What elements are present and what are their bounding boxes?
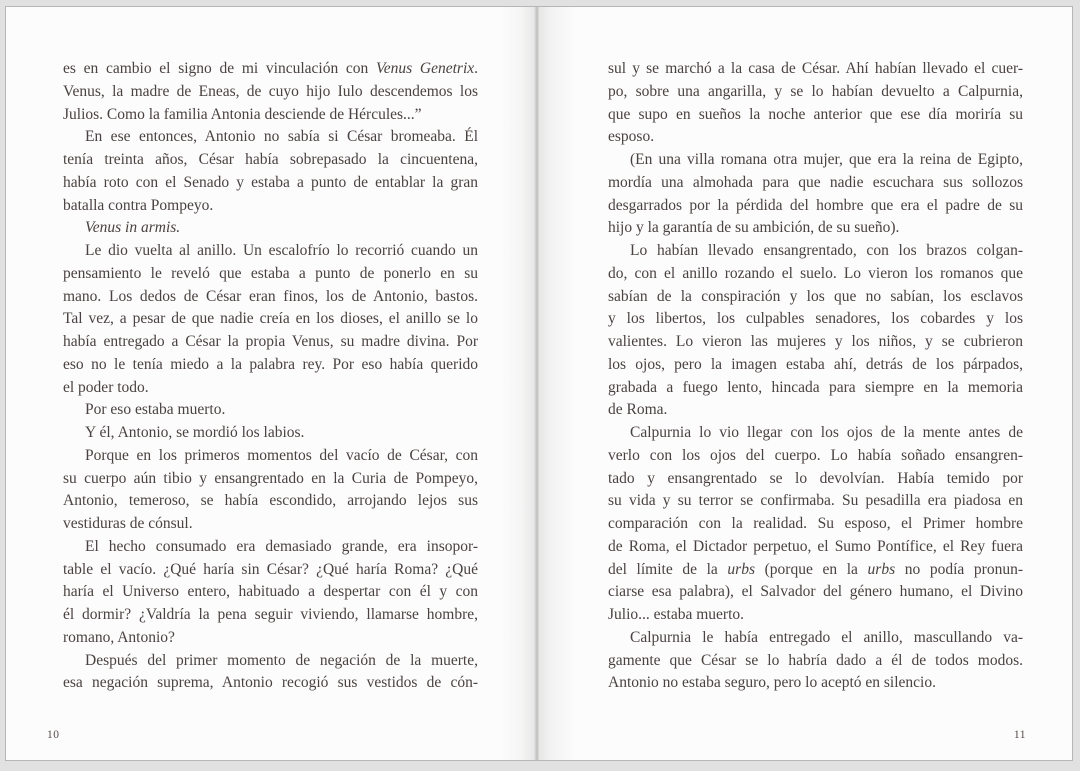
text-line: ciarse esa palabra), el Salvador del género humano, el Divino [608,583,1023,601]
text-line: valientes. Lo vieron las mujeres y los niños, y se cubrieron [608,333,1023,350]
text-line: Después del primer momento de negación de la muerte, [85,651,478,669]
text-line: comparación con la realidad. Su esposo, el Primer hombre [608,515,1023,532]
text-line: Venus in armis. [85,219,181,237]
text-line: sabían de la conspiración y los que no sabían, los esclavos [608,287,1023,305]
text-line: mano. Los dedos de César eran finos, los de Antonio, bastos. [63,287,478,305]
paragraph [63,58,478,126]
page-left-text [63,58,478,695]
text-line: es en cambio el signo de mi vinculación con Venus Genetrix. [63,60,479,77]
text-line: había roto con el Senado y estaba a punto de entablar la gran [63,173,478,191]
text-line: verlo con los ojos del cuerpo. Lo había soñado ensangren- [608,446,1023,464]
paragraph [63,240,478,399]
page-left[interactable] [6,7,539,760]
text-line: su cuerpo aún tibio y ensangrentado en la Curia de Pompeyo, [63,469,478,487]
paragraph [608,240,1023,422]
text-line: Julio... estaba muerto. [608,606,745,623]
paragraph [63,445,478,536]
text-line: Antonio, temeroso, se había escondido, arrojando lejos sus [63,492,478,510]
text-line: po, sobre una angarilla, y se lo habían devuelto a Calpurnia, [608,82,1023,100]
text-line: esposo. [608,128,655,146]
text-line: había entregado a César la propia Venus, su madre divina. Por [63,333,478,350]
text-line: de Roma, el Dictador perpetuo, el Sumo Pontífice, el Rey fuera [608,537,1023,555]
text-line: Tal vez, a pesar de que nadie creía en los dioses, el anillo se lo [63,310,478,328]
text-line: tenía treinta años, César había sobrepasado la cincuentena, [63,151,478,168]
text-line: desgarrados por la pérdida del hombre que era el padre de su [608,196,1023,214]
text-line: Porque en los primeros momentos del vacío de César, con [85,446,478,464]
text-line: Por eso estaba muerto. [85,401,226,419]
text-line: El hecho consumado era demasiado grande, era insopor- [85,537,478,555]
text-line: él dormir? ¿Valdría la pena seguir viviendo, llamarse hombre, [63,606,478,623]
text-line: gamente que César se lo habría dado a él de todos modos. [608,651,1023,669]
page-number-left: 10 [47,729,60,741]
text-line: los ojos, pero la imagen estaba ahí, detrás de los párpados, [608,355,1023,373]
paragraph [63,217,478,240]
text-line: Venus, la madre de Eneas, de cuyo hijo Iulo descendemos los [63,82,478,100]
text-line: sul y se marchó a la casa de César. Ahí habían llevado el cuer- [608,60,1023,77]
book-spread [5,6,1073,761]
text-line: grabada a fuego lento, hincada para siempre en la memoria [608,378,1023,396]
text-line: el poder todo. [63,378,149,396]
page-number-right: 11 [1013,729,1026,741]
text-line: tado y ensangrentado se lo devolvían. Había temido por [608,469,1023,487]
text-line: vestiduras de cónsul. [63,515,193,532]
paragraph [608,422,1023,627]
text-line: mordía una almohada para que nadie escuchara sus sollozos [608,173,1023,191]
paragraph [63,650,478,696]
text-line: En ese entonces, Antonio no sabía si César bromeaba. Él [85,128,478,146]
text-line: (En una villa romana otra mujer, que era la reina de Egipto, [630,151,1023,168]
text-line: pensamiento le reveló que estaba a punto de ponerlo en su [63,264,478,282]
text-line: romano, Antonio? [63,628,175,646]
paragraph [63,422,478,445]
text-line: Calpurnia lo vio llegar con los ojos de la mente antes de [630,424,1023,441]
page-right-text [608,58,1023,695]
text-line: Lo habían llevado ensangrentado, con los brazos colgan- [630,242,1023,259]
text-line: table el vacío. ¿Qué haría sin César? ¿Qué haría Roma? ¿Qué [63,560,478,578]
text-line: de Roma. [608,401,668,419]
paragraph [63,399,478,422]
text-line: eso no le tenía miedo a la palabra rey. Por eso había querido [63,355,478,373]
text-line: del límite de la urbs (porque en la urbs no podía pronun- [608,560,1023,578]
paragraph [608,149,1023,240]
text-line: que supo en sueños la noche anterior que ese día moriría su [608,105,1023,123]
paragraph [608,627,1023,695]
text-line: y los libertos, los culpables senadores, los cobardes y los [608,310,1023,328]
paragraph [608,58,1023,149]
paragraph [63,126,478,217]
text-line: su vida y su terror se confirmaba. Su pesadilla era piadosa en [608,492,1023,510]
text-line: Julios. Como la familia Antonia desciende de Hércules...” [63,105,422,123]
paragraph [63,536,478,650]
text-line: Antonio no estaba seguro, pero lo aceptó en silencio. [608,674,936,692]
text-line: Y él, Antonio, se mordió los labios. [85,424,305,441]
page-right[interactable] [539,7,1072,760]
text-line: Calpurnia le había entregado el anillo, mascullando va- [630,628,1023,646]
text-line: esa negación suprema, Antonio recogió sus vestidos de cón- [63,674,478,692]
text-line: batalla contra Pompeyo. [63,196,214,214]
text-line: Le dio vuelta al anillo. Un escalofrío lo recorrió cuando un [85,242,478,259]
text-line: do, con el anillo rozando el suelo. Lo vieron los romanos que [608,264,1023,282]
text-line: hijo y la garantía de su ambición, de su sueño). [608,219,900,237]
text-line: haría el Universo entero, habituado a despertar con él y con [63,583,478,601]
